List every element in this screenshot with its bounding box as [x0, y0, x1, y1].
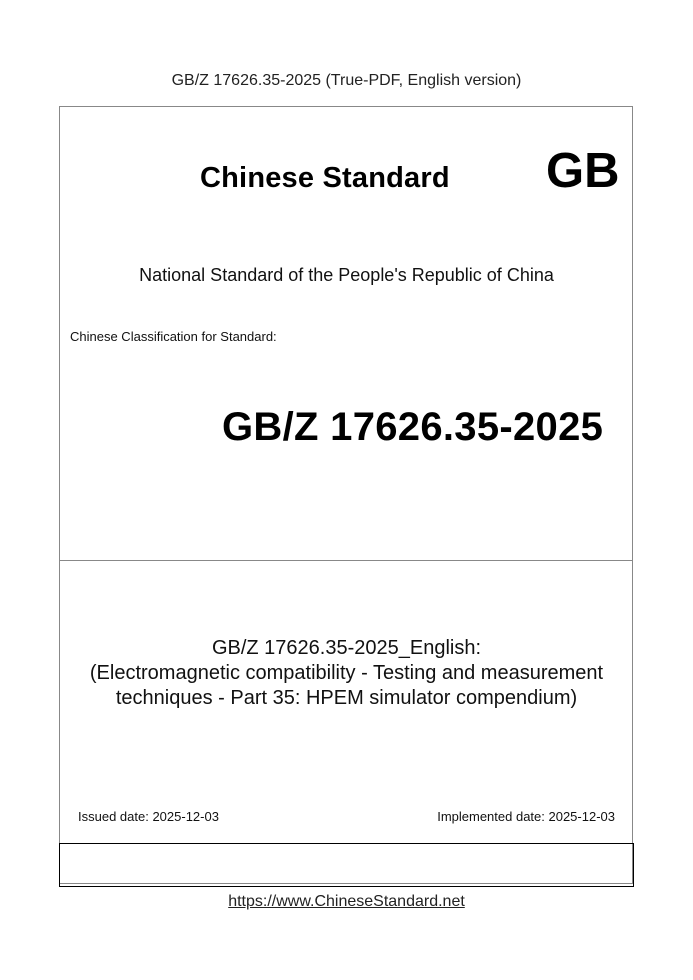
implemented-date: Implemented date: 2025-12-03 — [437, 809, 615, 824]
english-title-line-2: (Electromagnetic compatibility - Testing and measurement — [89, 662, 604, 684]
document-header-caption: GB/Z 17626.35-2025 (True-PDF, English version) — [171, 72, 522, 89]
gb-badge: GB — [546, 144, 620, 198]
standard-number: GB/Z 17626.35-2025 — [222, 405, 604, 449]
national-standard-subtitle: National Standard of the People's Republic of China — [139, 265, 554, 285]
english-title-block — [0, 636, 693, 711]
issued-date: Issued date: 2025-12-03 — [78, 809, 219, 824]
classification-label: Chinese Classification for Standard: — [70, 329, 277, 344]
cover-title: Chinese Standard — [200, 162, 450, 194]
bottom-blank-box — [59, 843, 634, 887]
cover-divider — [60, 560, 632, 561]
website-link[interactable]: https://www.ChineseStandard.net — [228, 893, 465, 910]
english-title-line-1: GB/Z 17626.35-2025_English: — [211, 637, 482, 659]
cover-frame — [59, 106, 633, 884]
english-title-line-3: techniques - Part 35: HPEM simulator compendium) — [115, 687, 578, 709]
